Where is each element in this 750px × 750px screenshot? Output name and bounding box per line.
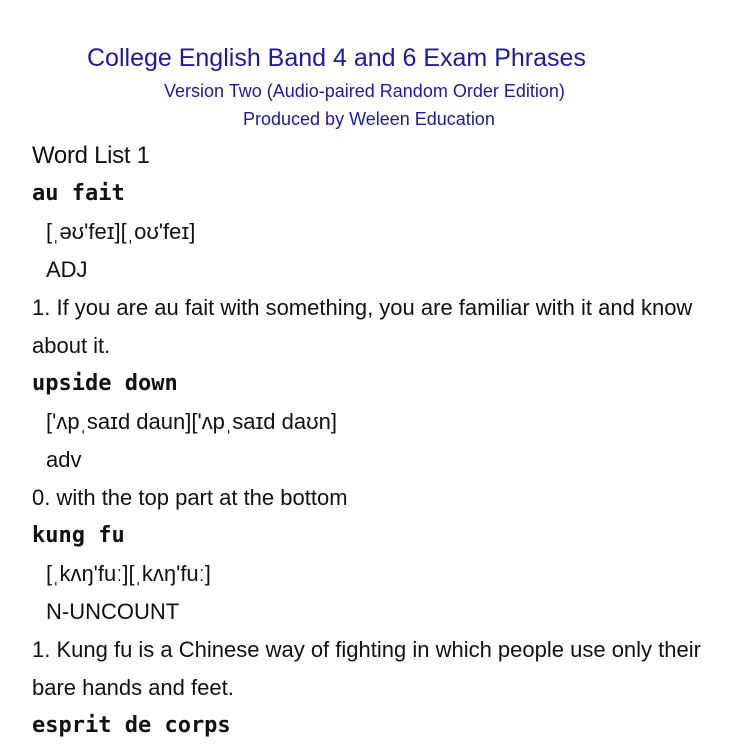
entry-part-of-speech: ADJ xyxy=(46,257,88,282)
document-subtitle: Version Two (Audio-paired Random Order Edition) xyxy=(164,81,565,101)
entry-definition: 1. Kung fu is a Chinese way of fighting in which people use only their bare hands and feet. xyxy=(32,637,701,700)
word-entry xyxy=(32,365,732,517)
entry-definition: 0. with the top part at the bottom xyxy=(32,485,348,510)
entry-headword: kung fu xyxy=(32,523,125,548)
document-title: College English Band 4 and 6 Exam Phrases xyxy=(87,44,586,72)
entry-headword: au fait xyxy=(32,181,125,206)
entry-phonetic: [ˌkʌŋ'fuː][ˌkʌŋ'fuː] xyxy=(46,561,211,586)
entry-headword: upside down xyxy=(32,371,178,396)
word-entry xyxy=(32,175,732,365)
word-entry xyxy=(32,707,732,745)
entry-part-of-speech: N-UNCOUNT xyxy=(46,599,180,624)
entry-part-of-speech: adv xyxy=(46,447,82,472)
entry-definition: 1. If you are au fait with something, you are familiar with it and know about it. xyxy=(32,295,693,358)
producer-credit: Produced by Weleen Education xyxy=(243,109,495,129)
word-entry xyxy=(32,517,732,707)
word-list-content xyxy=(32,137,732,745)
word-list-title: Word List 1 xyxy=(32,142,150,169)
entry-phonetic: [ˌəʊ'feɪ][ˌoʊ'feɪ] xyxy=(46,219,196,244)
entry-headword: esprit de corps xyxy=(32,713,231,738)
entry-phonetic: ['ʌpˌsaɪd daun]['ʌpˌsaɪd daʊn] xyxy=(46,409,337,434)
